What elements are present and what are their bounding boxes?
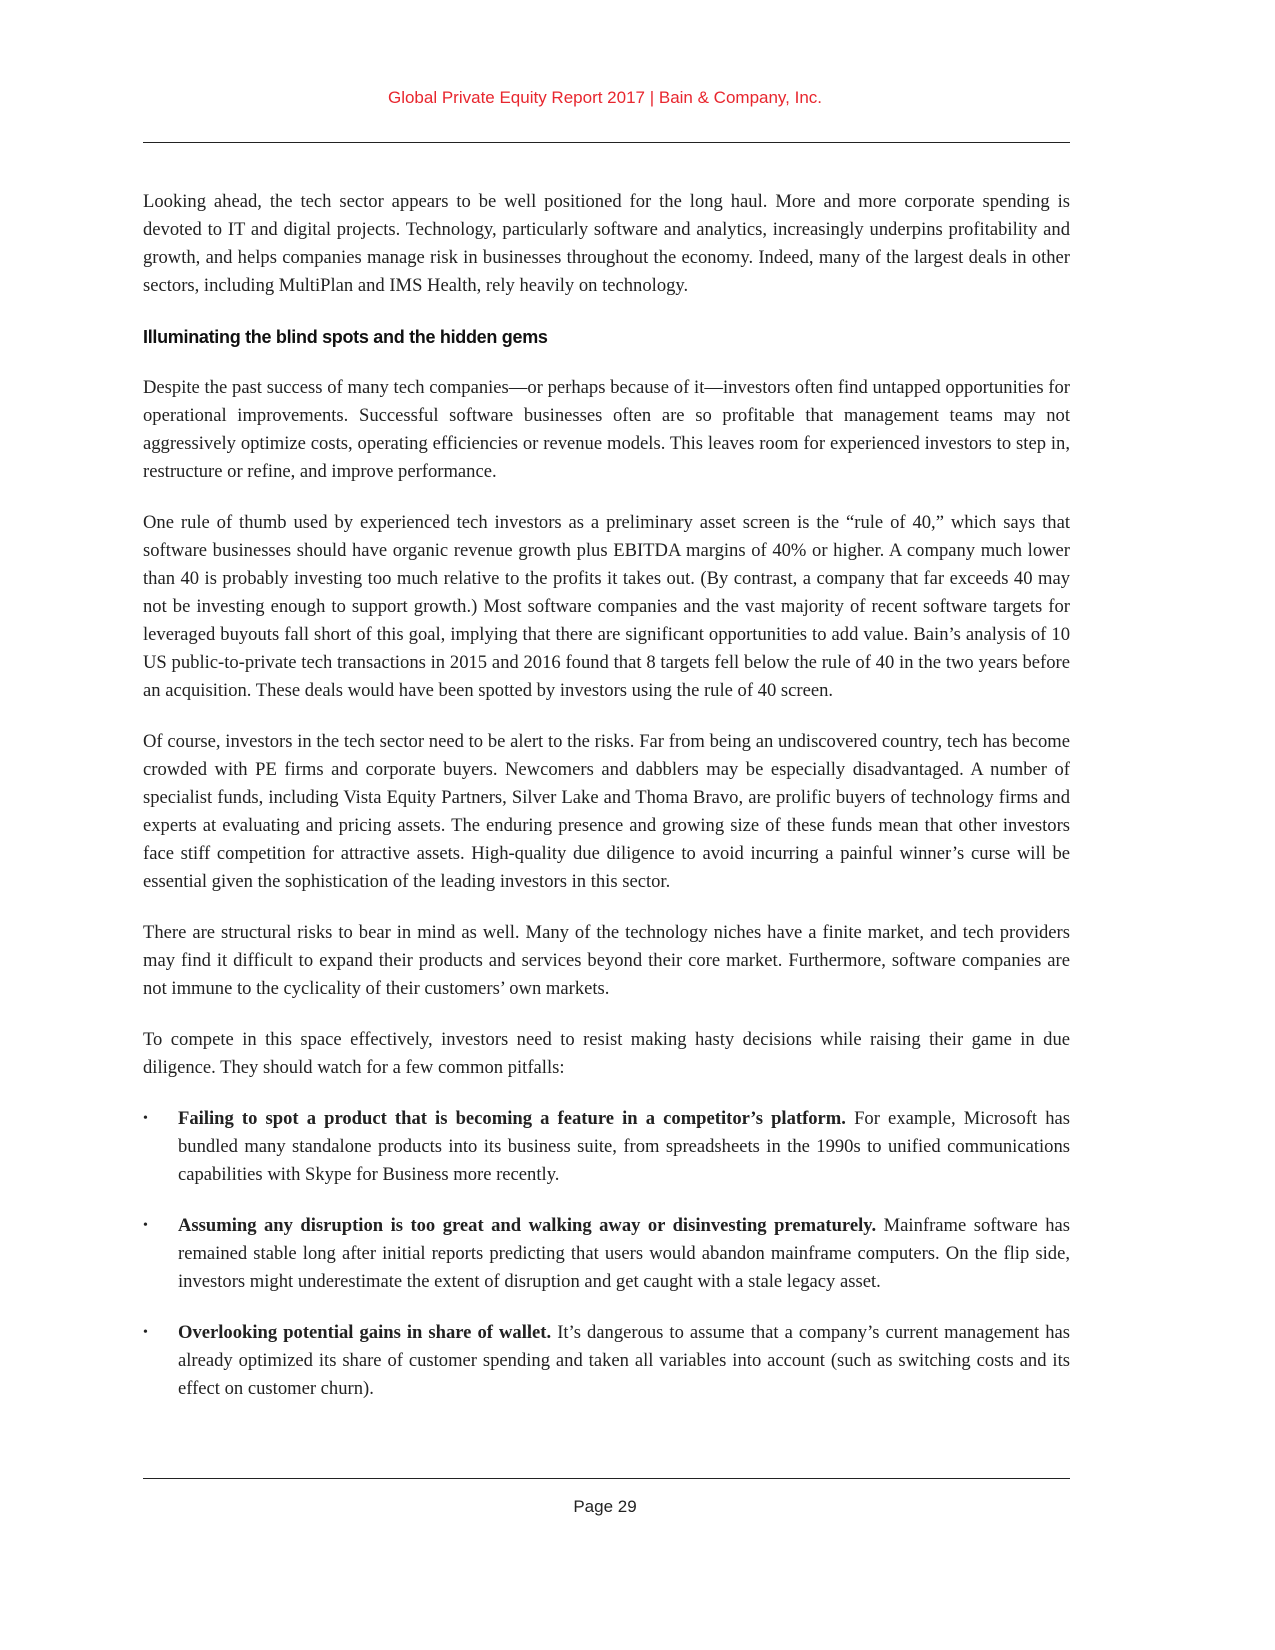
body-paragraph: To compete in this space effectively, investors need to resist making hasty decisions while raising their game in due diligence. They should watch for a few common pitfalls: — [143, 1029, 1070, 1078]
pitfalls-list — [143, 1105, 1070, 1403]
footer-divider — [143, 1478, 1070, 1479]
intro-paragraph: Looking ahead, the tech sector appears to be well positioned for the long haul. More and more corporate spending is devoted to IT and digital projects. Technology, particularly software and analytics, increasingly underpins profitability and growth, and helps companies manage risk in businesses throughout the economy. Indeed, many of the largest deals in other sectors, including MultiPlan and IMS Health, rely heavily on technology. — [143, 191, 1070, 296]
list-item — [143, 1319, 1070, 1403]
body-paragraph: One rule of thumb used by experienced tech investors as a preliminary asset screen is the “rule of 40,” which says that software businesses should have organic revenue growth plus EBITDA margins of 40% or higher. A company much lower than 40 is probably investing too much relative to the profits it takes out. (By contrast, a company that far exceeds 40 may not be investing enough to support growth.) Most software companies and the vast majority of recent software targets for leveraged buyouts fall short of this goal, implying that there are significant opportunities to add value. Bain’s analysis of 10 US public-to-private tech transactions in 2015 and 2016 found that 8 targets fell below the rule of 40 in the two years before an acquisition. These deals would have been spotted by investors using the rule of 40 screen. — [143, 512, 1070, 701]
header-divider — [143, 142, 1070, 143]
body-paragraph: Of course, investors in the tech sector need to be alert to the risks. Far from being an undiscovered country, tech has become crowded with PE firms and corporate buyers. Newcomers and dabblers may be especially disadvantaged. A number of specialist funds, including Vista Equity Partners, Silver Lake and Thoma Bravo, are prolific buyers of technology firms and experts at evaluating and pricing assets. The enduring presence and growing size of these funds mean that other investors face stiff competition for attractive assets. High-quality due diligence to avoid incurring a painful winner’s curse will be essential given the sophistication of the leading investors in this sector. — [143, 731, 1070, 892]
list-item — [143, 1105, 1070, 1189]
body-paragraph: Despite the past success of many tech companies—or perhaps because of it—investors often find untapped opportunities for operational improvements. Successful software businesses often are so profitable that management teams may not aggressively optimize costs, operating efficiencies or revenue models. This leaves room for experienced investors to step in, restructure or refine, and improve performance. — [143, 377, 1070, 482]
page-body — [143, 188, 1070, 1426]
list-item-lead: Assuming any disruption is too great and walking away or disinvesting prematurely. — [178, 1215, 877, 1236]
section-heading: Illuminating the blind spots and the hidden gems — [143, 327, 548, 347]
list-item-text: Mainframe software has remained stable long after initial reports predicting that users would abandon mainframe computers. On the flip side, investors might underestimate the extent of disruption and get caught with a stale legacy asset. — [178, 1215, 1070, 1292]
list-item-text: For example, Microsoft has bundled many standalone products into its business suite, from spreadsheets in the 1990s to unified communications capabilities with Skype for Business more recently. — [178, 1108, 1071, 1185]
page-number: Page 29 — [573, 1497, 637, 1516]
body-paragraph: There are structural risks to bear in mind as well. Many of the technology niches have a finite market, and tech providers may find it difficult to expand their products and services beyond their core market. Furthermore, software companies are not immune to the cyclicality of their customers’ own markets. — [143, 922, 1070, 999]
running-header: Global Private Equity Report 2017 | Bain & Company, Inc. — [387, 88, 823, 107]
list-item-text: It’s dangerous to assume that a company’s current management has already optimized its share of customer spending and taken all variables into account (such as switching costs and its effect on customer churn). — [178, 1322, 1070, 1399]
list-item-lead: Overlooking potential gains in share of wallet. — [178, 1322, 552, 1343]
list-item — [143, 1212, 1070, 1296]
list-item-lead: Failing to spot a product that is becoming a feature in a competitor’s platform. — [178, 1108, 846, 1129]
